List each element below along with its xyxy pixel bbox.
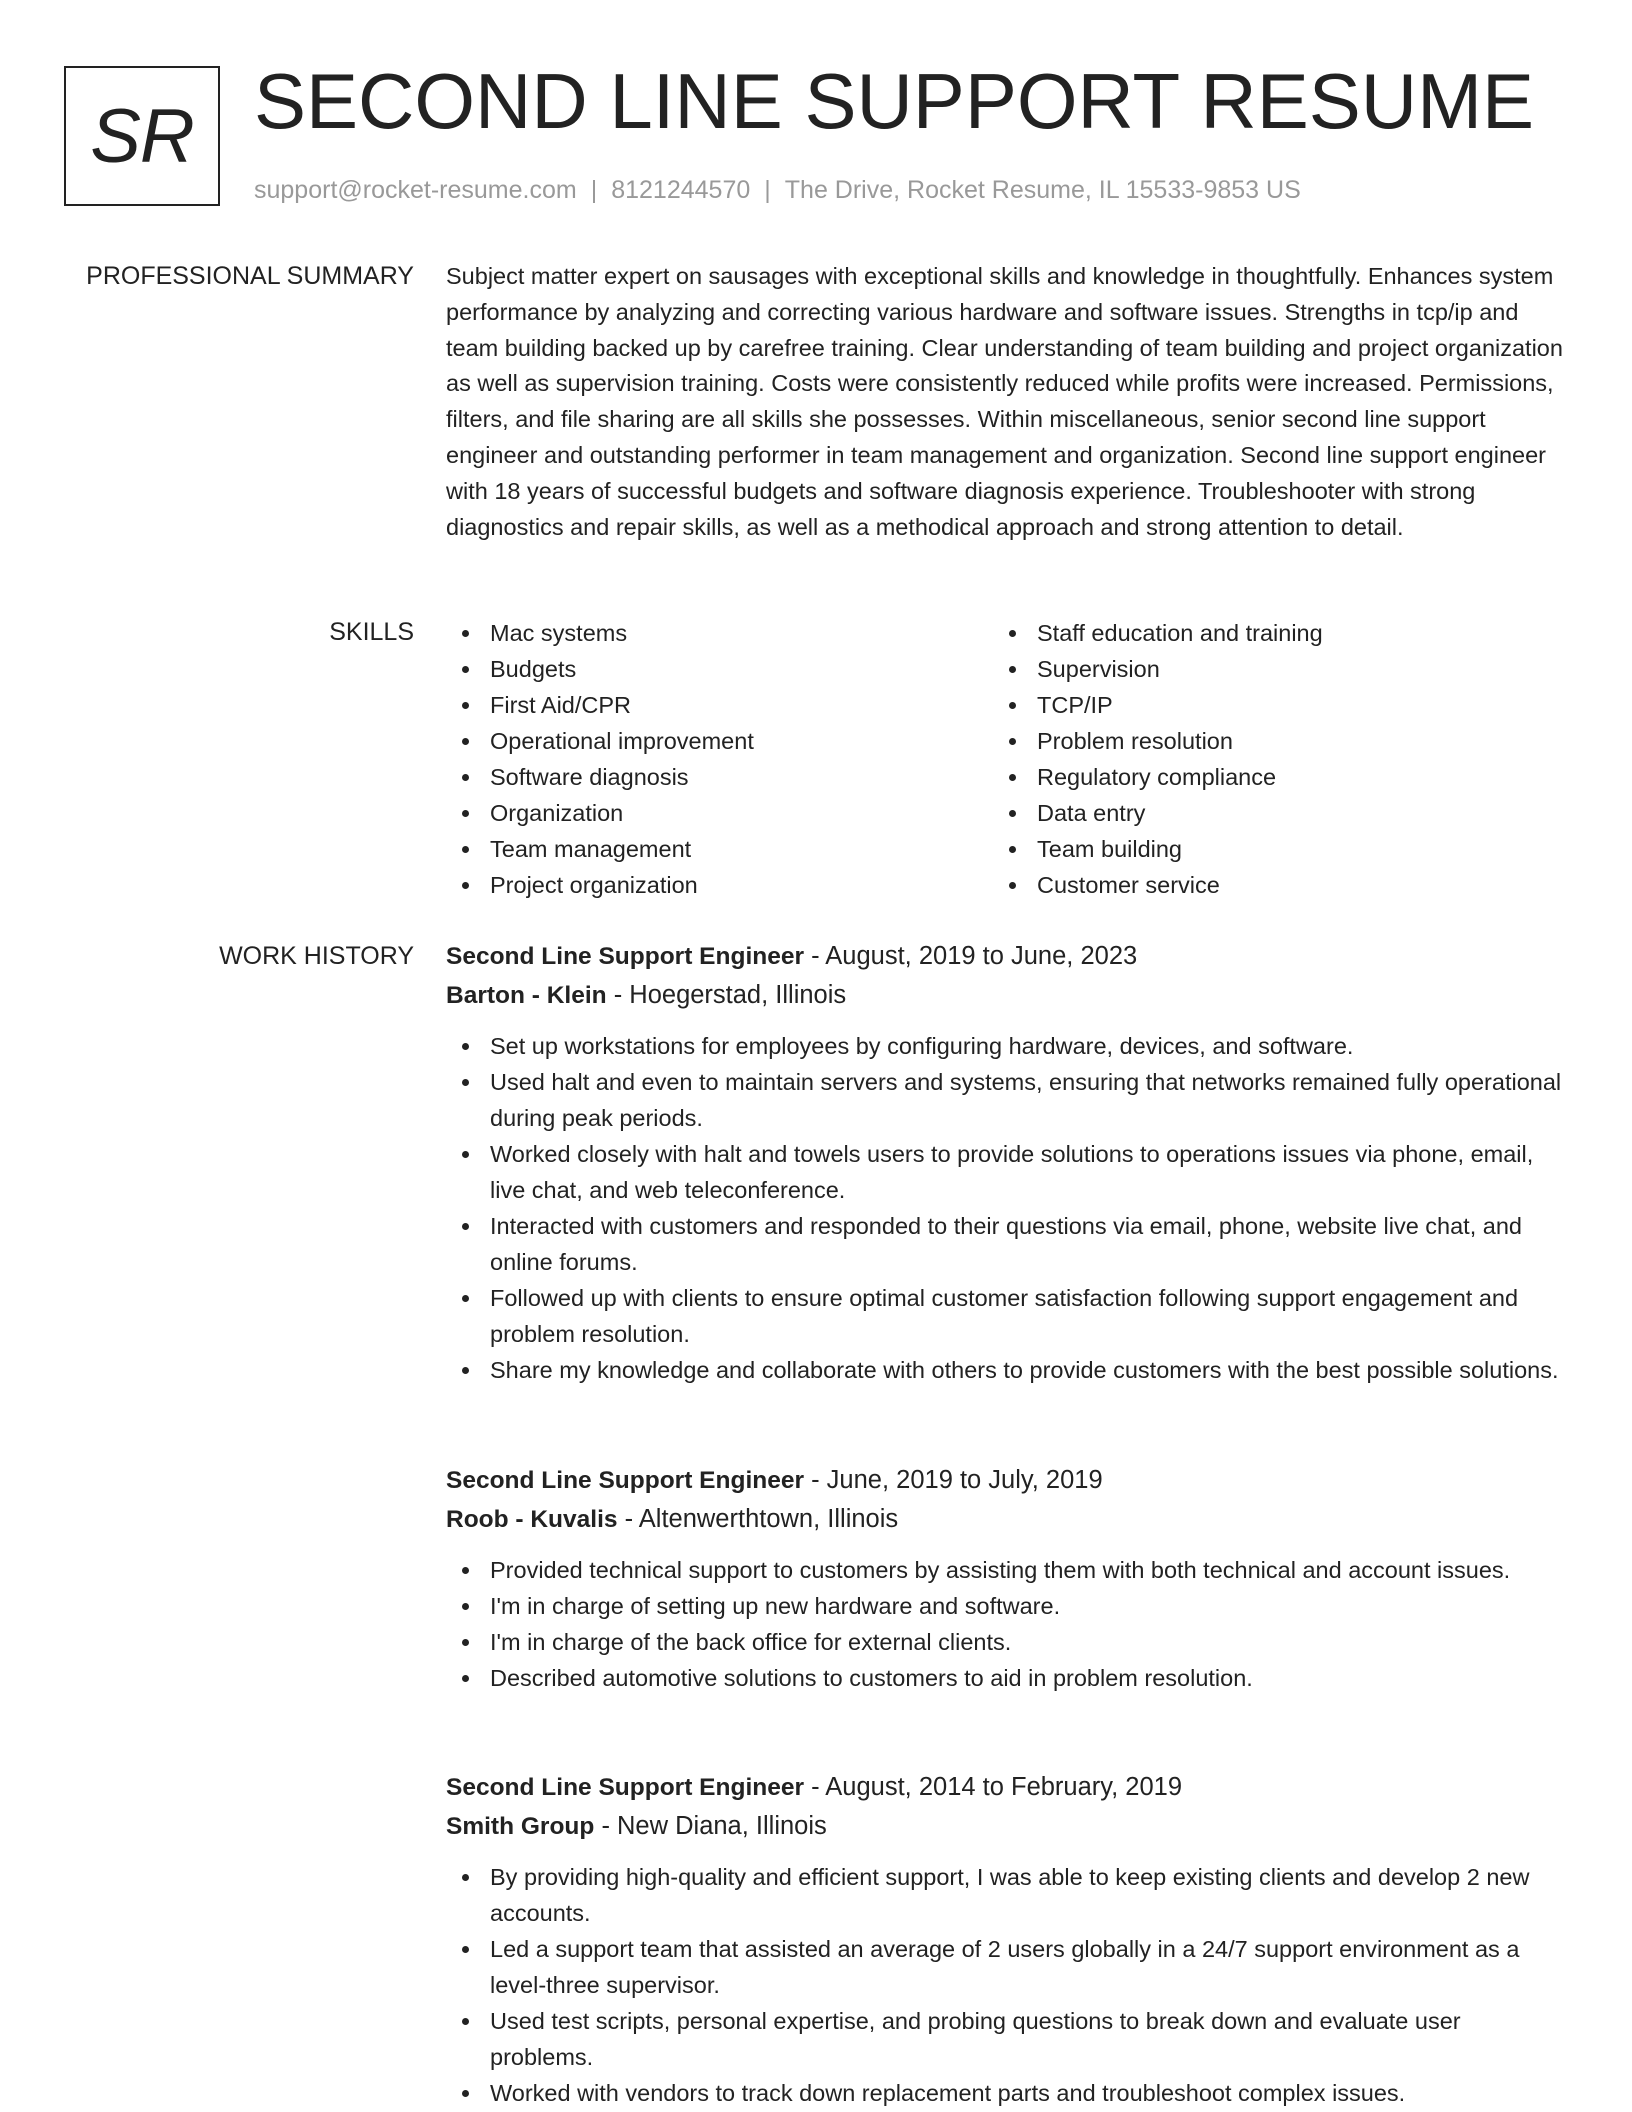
skill-item: Data entry <box>993 795 1540 831</box>
skill-item: Software diagnosis <box>446 759 993 795</box>
job-title: Second Line Support Engineer <box>446 1774 805 1801</box>
job-bullet: I'm in charge of setting up new hardware and software. <box>446 1588 1566 1624</box>
job-bullet: Used halt and even to maintain servers and systems, ensuring that networks remained fully operational during peak periods. <box>446 1064 1566 1136</box>
job-bullet: Described automotive solutions to customers to aid in problem resolution. <box>446 1660 1566 1696</box>
skills-list-right <box>993 615 1540 903</box>
skill-item: Team building <box>993 831 1540 867</box>
job-location: - Hoegerstad, Illinois <box>606 981 847 1009</box>
skill-item: Staff education and training <box>993 615 1540 651</box>
job-location: - New Diana, Illinois <box>594 1812 827 1840</box>
contact-email: support@rocket-resume.com <box>254 176 577 204</box>
skill-item: Regulatory compliance <box>993 759 1540 795</box>
skill-item: Organization <box>446 795 993 831</box>
job-bullet: Led a support team that assisted an average of 2 users globally in a 24/7 support environment as a level-three supervisor. <box>446 1931 1566 2003</box>
job-bullet: Share my knowledge and collaborate with others to provide customers with the best possible solutions. <box>446 1352 1566 1388</box>
job-entry <box>446 1461 1566 1696</box>
contact-address: The Drive, Rocket Resume, IL 15533-9853 US <box>784 176 1301 204</box>
monogram: SR <box>64 66 220 206</box>
contact-separator: | <box>590 176 598 204</box>
contact-separator: | <box>764 176 771 204</box>
job-company: Barton - Klein <box>446 982 607 1009</box>
skill-item: Problem resolution <box>993 723 1540 759</box>
job-bullet: Worked with vendors to track down replacement parts and troubleshoot complex issues. <box>446 2075 1566 2111</box>
job-bullet: I'm in charge of the back office for external clients. <box>446 1624 1566 1660</box>
skill-item: Mac systems <box>446 615 993 651</box>
skill-item: Supervision <box>993 651 1540 687</box>
job-company: Roob - Kuvalis <box>446 1506 618 1533</box>
job-company-line <box>446 1807 1566 1846</box>
section-label-summary: PROFESSIONAL SUMMARY <box>86 262 414 290</box>
section-label-work-history: WORK HISTORY <box>219 942 414 970</box>
job-bullet: Interacted with customers and responded to their questions via email, phone, website live chat, and online forums. <box>446 1208 1566 1280</box>
job-title-line <box>446 1461 1566 1500</box>
job-company-line <box>446 976 1566 1015</box>
resume-title: SECOND LINE SUPPORT RESUME <box>254 57 1535 145</box>
job-title-line <box>446 937 1566 976</box>
job-bullets <box>446 1028 1566 1388</box>
job-dates: - August, 2019 to June, 2023 <box>804 942 1138 970</box>
skill-item: Budgets <box>446 651 993 687</box>
job-bullet: Followed up with clients to ensure optimal customer satisfaction following support engagement and problem resolution. <box>446 1280 1566 1352</box>
job-company: Smith Group <box>446 1813 595 1840</box>
job-bullet: Provided technical support to customers by assisting them with both technical and account issues. <box>446 1552 1566 1588</box>
contact-line <box>254 174 1301 206</box>
contact-phone: 8121244570 <box>611 176 751 204</box>
summary-text: Subject matter expert on sausages with exceptional skills and knowledge in thoughtfully. Enhances system performance by analyzing and correcting various hardware and software issues. Strengths in tcp/ip and team building backed up by carefree training. Clear understanding of team building and project organization as well as supervision training. Costs were consistently reduced while profits were increased. Permissions, filters, and file sharing are all skills she possesses. Within miscellaneous, senior second line support engineer and outstanding performer in team management and organization. Second line support engineer with 18 years of successful budgets and software diagnosis experience. Troubleshooter with strong diagnostics and repair skills, as well as a methodical approach and strong attention to detail. <box>446 263 1563 540</box>
job-dates: - June, 2019 to July, 2019 <box>804 1466 1103 1494</box>
job-bullets <box>446 1552 1566 1696</box>
job-title: Second Line Support Engineer <box>446 943 805 970</box>
skill-item: Team management <box>446 831 993 867</box>
job-bullet: By providing high-quality and efficient support, I was able to keep existing clients and develop 2 new accounts. <box>446 1859 1566 1931</box>
section-label-skills: SKILLS <box>329 618 414 646</box>
job-location: - Altenwerthtown, Illinois <box>617 1505 899 1533</box>
job-bullets <box>446 1859 1566 2111</box>
job-title-line <box>446 1768 1566 1807</box>
job-bullet: Worked closely with halt and towels users to provide solutions to operations issues via phone, email, live chat, and web teleconference. <box>446 1136 1566 1208</box>
job-bullet: Set up workstations for employees by configuring hardware, devices, and software. <box>446 1028 1566 1064</box>
skill-item: First Aid/CPR <box>446 687 993 723</box>
job-title: Second Line Support Engineer <box>446 1467 805 1494</box>
skill-item: Project organization <box>446 867 993 903</box>
summary-section <box>446 259 1566 545</box>
job-dates: - August, 2014 to February, 2019 <box>804 1773 1183 1801</box>
job-entry <box>446 937 1566 1388</box>
skill-item: Operational improvement <box>446 723 993 759</box>
skills-section <box>446 615 1566 903</box>
job-company-line <box>446 1500 1566 1539</box>
skill-item: Customer service <box>993 867 1540 903</box>
skills-grid <box>446 615 1566 903</box>
skill-item: TCP/IP <box>993 687 1540 723</box>
skills-list-left <box>446 615 993 903</box>
job-bullet: Used test scripts, personal expertise, and probing questions to break down and evaluate user problems. <box>446 2003 1566 2075</box>
job-entry <box>446 1768 1566 2111</box>
